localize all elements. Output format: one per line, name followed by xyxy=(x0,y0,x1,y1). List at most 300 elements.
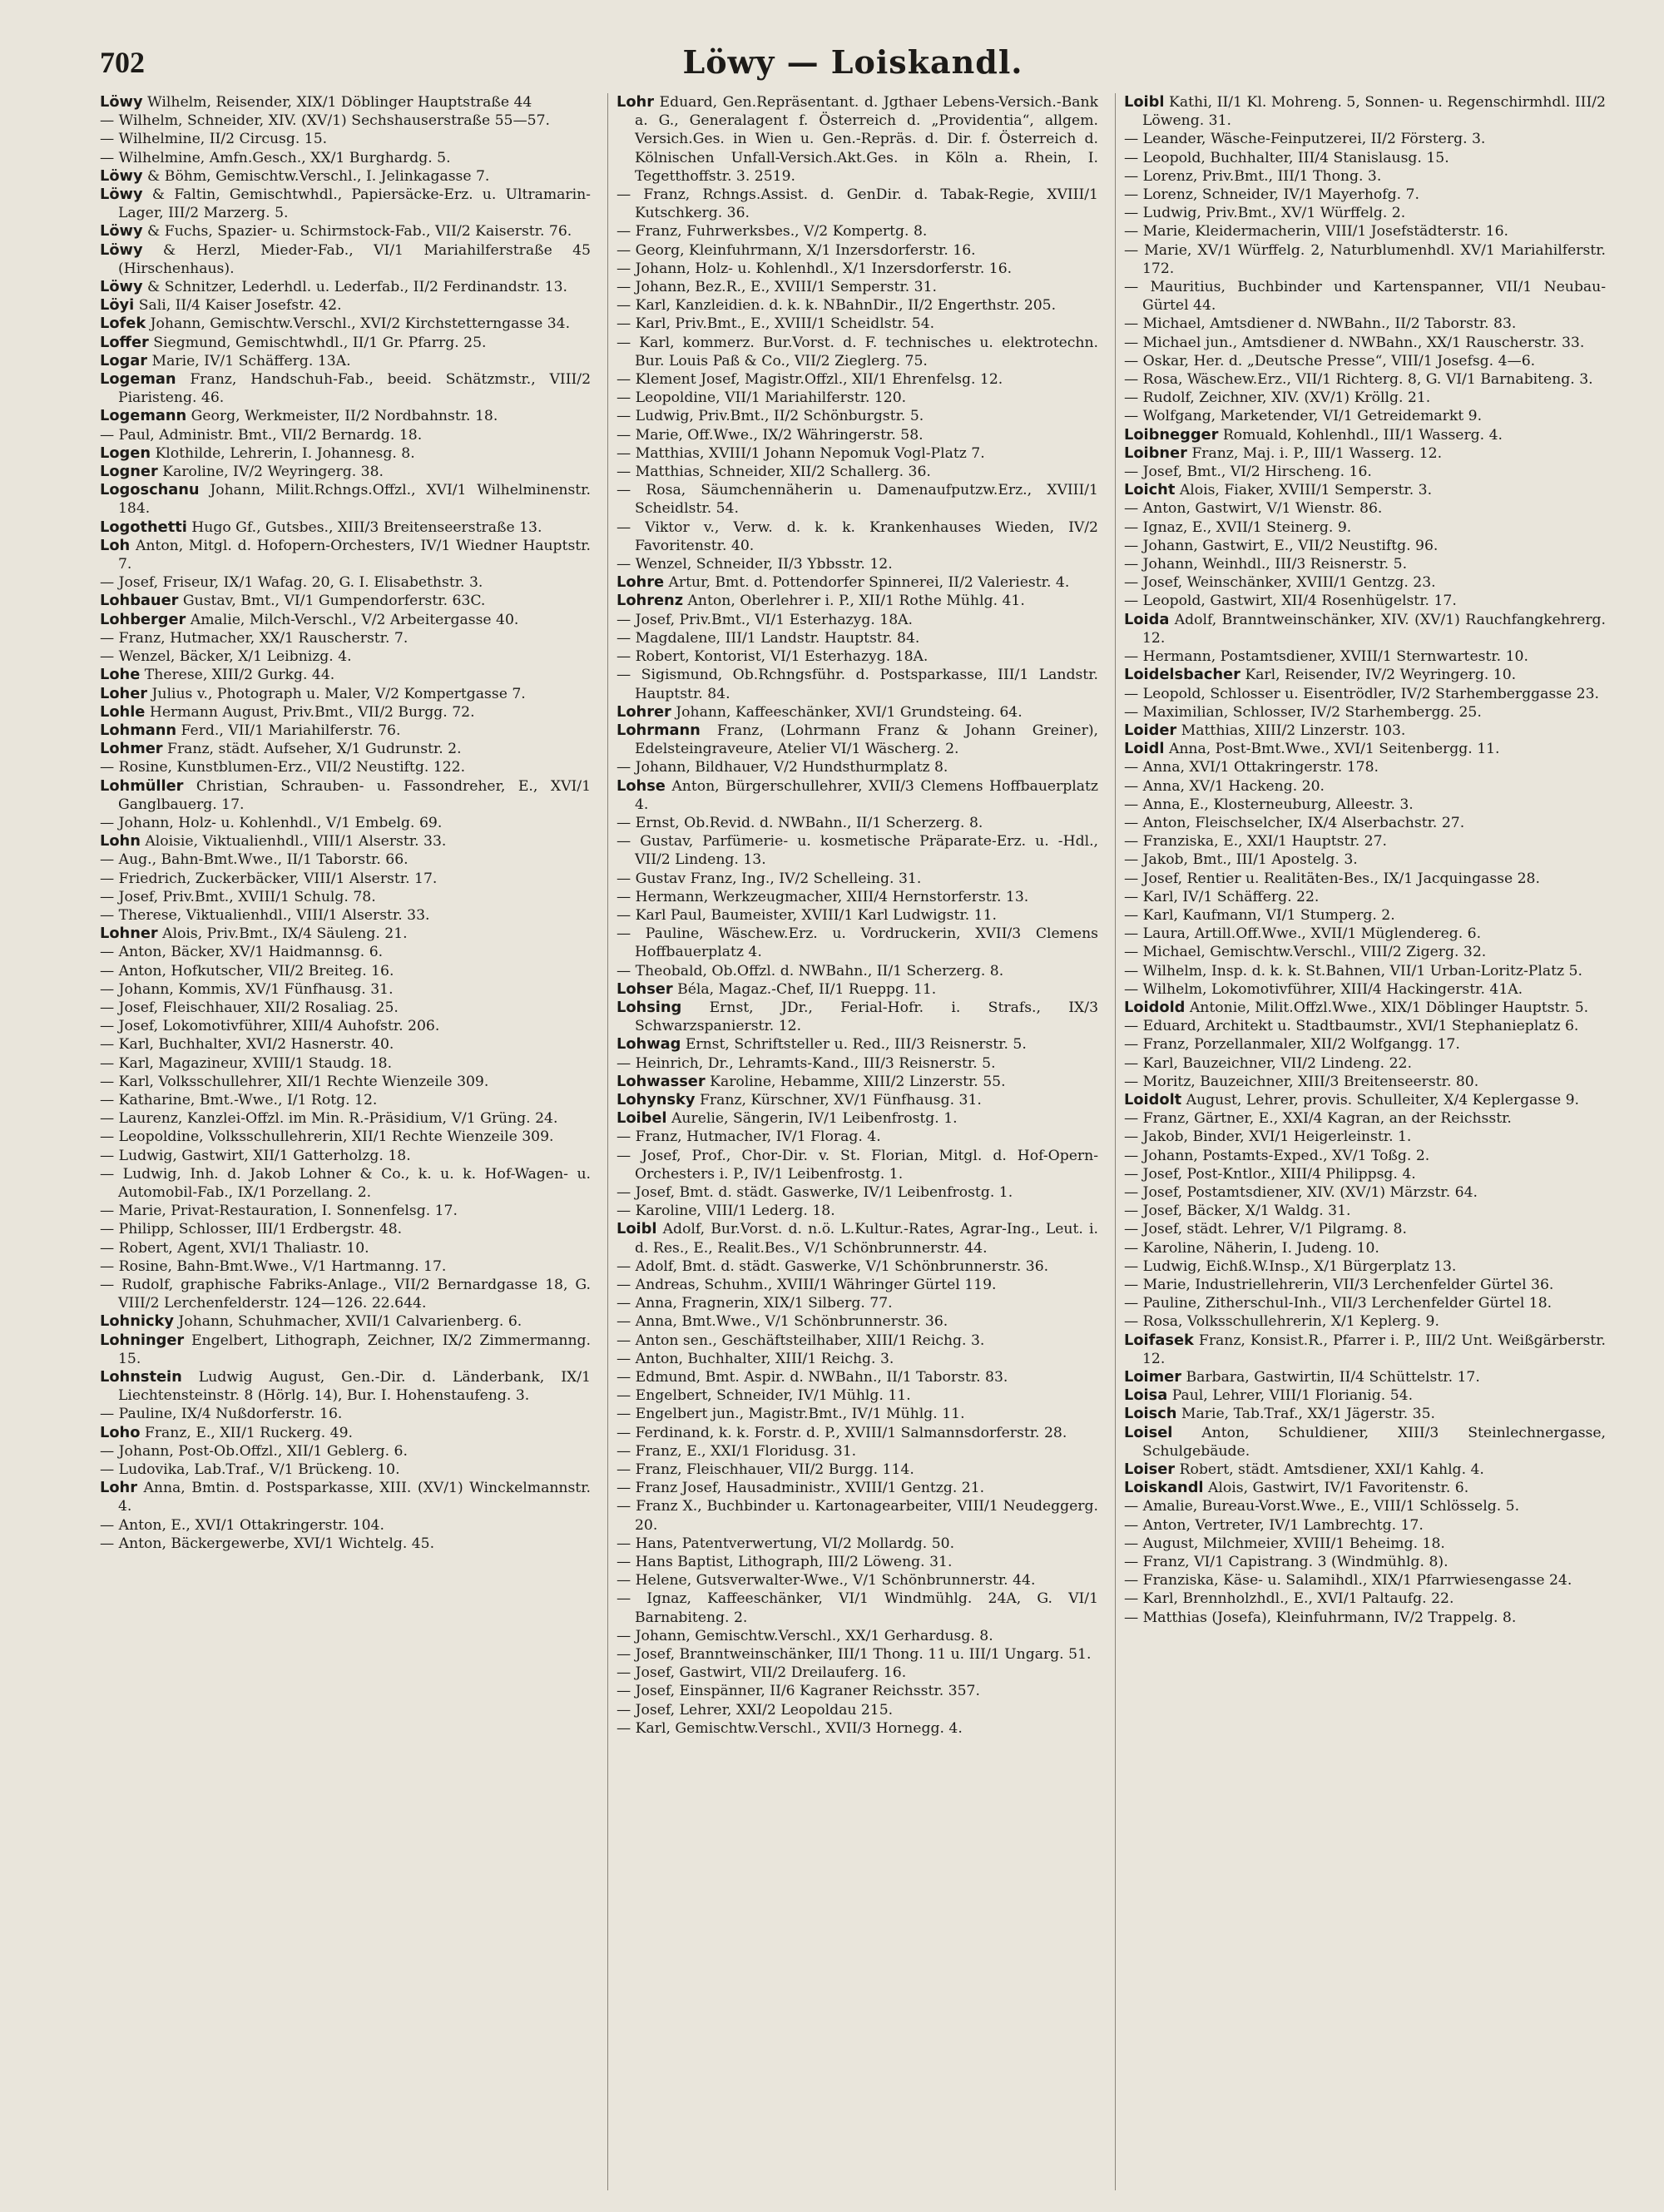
entry-details: — Matthias, XVIII/1 Johann Nepomuk Vogl-Platz 7. xyxy=(617,444,985,462)
directory-entry xyxy=(617,1664,1098,1682)
entry-details: — Karl, Priv.Bmt., E., XVIII/1 Scheidlstr. 54. xyxy=(617,315,935,333)
entry-surname: Loisa xyxy=(1124,1386,1168,1405)
directory-entry xyxy=(1124,758,1606,776)
entry-details: Aloisie, Viktualienhdl., VIII/1 Alserstr. 33. xyxy=(145,833,447,851)
entry-details: — Katharine, Bmt.-Wwe., I/1 Rotg. 12. xyxy=(100,1091,378,1108)
entry-surname: Loiser xyxy=(1124,1461,1176,1479)
entry-details: — Johann, Post-Ob.Offzl., XII/1 Geblerg. 6. xyxy=(100,1442,408,1460)
entry-details: Amalie, Milch-Verschl., V/2 Arbeitergasse 40. xyxy=(190,611,519,628)
entry-details: — Franz, Porzellanmaler, XII/2 Wolfgangg. 17. xyxy=(1124,1036,1460,1054)
entry-details: — Anna, XV/1 Hackeng. 20. xyxy=(1124,777,1325,795)
column-left xyxy=(100,93,591,2190)
entry-details: — Michael jun., Amtsdiener d. NWBahn., XX/1 Rauscherstr. 33. xyxy=(1124,334,1585,351)
directory-entry xyxy=(100,888,591,906)
entry-details: — Wilhelmine, Amfn.Gesch., XX/1 Burghardg. 5. xyxy=(100,149,451,166)
directory-entry xyxy=(100,611,591,629)
entry-details: — Edmund, Bmt. Aspir. d. NWBahn., II/1 Taborstr. 83. xyxy=(617,1369,1008,1386)
entry-details: — Wolfgang, Marketender, VI/1 Getreidemarkt 9. xyxy=(1124,408,1483,425)
directory-entry xyxy=(100,666,591,684)
entry-details: Ernst, JDr., Ferial-Hofr. i. Strafs., IX/3 Schwarzspanierstr. 12. xyxy=(635,999,1098,1035)
entry-details: — Philipp, Schlosser, III/1 Erdbergstr. 48. xyxy=(100,1221,403,1238)
entry-details: — Lorenz, Schneider, IV/1 Mayerhofg. 7. xyxy=(1124,186,1419,204)
entry-details: Franz, E., XII/1 Ruckerg. 49. xyxy=(144,1424,353,1441)
entry-surname: Lohynsky xyxy=(617,1090,696,1108)
directory-entry xyxy=(1124,573,1606,592)
entry-details: — Robert, Agent, XVI/1 Thaliastr. 10. xyxy=(100,1239,369,1257)
entry-details: — Karl Paul, Baumeister, XVIII/1 Karl Ludwigstr. 11. xyxy=(617,906,997,924)
directory-entry xyxy=(617,666,1098,702)
entry-details: — Ludwig, Eichß.W.Insp., X/1 Bürgerplatz 13. xyxy=(1124,1257,1457,1275)
entry-details: — Maximilian, Schlosser, IV/2 Starhembergg. 25. xyxy=(1124,703,1482,721)
directory-entry xyxy=(1124,167,1606,186)
directory-entry xyxy=(100,315,591,333)
entry-details: — Anton, Vertreter, IV/1 Lambrechtg. 17. xyxy=(1124,1516,1424,1534)
directory-entry xyxy=(617,260,1098,278)
entry-details: Klothilde, Lehrerin, I. Johannesg. 8. xyxy=(155,444,415,462)
entry-details: — Anton, Bäckergewerbe, XVI/1 Wichtelg. 45. xyxy=(100,1535,435,1552)
entry-details: — Matthias, Schneider, XII/2 Schallerg. 36. xyxy=(617,464,931,481)
entry-details: Alois, Priv.Bmt., IX/4 Säuleng. 21. xyxy=(162,925,408,943)
directory-entry xyxy=(617,611,1098,629)
directory-entry xyxy=(1124,1332,1606,1368)
directory-entry xyxy=(1124,93,1606,130)
entry-details: — Georg, Kleinfuhrmann, X/1 Inzersdorferstr. 16. xyxy=(617,241,976,259)
entry-surname: Loida xyxy=(1124,610,1170,628)
entry-details: Christian, Schrauben- u. Fassondreher, E., XVI/1 Ganglbauerg. 17. xyxy=(118,777,591,813)
entry-details: & Böhm, Gemischtw.Verschl., I. Jelinkagasse 7. xyxy=(147,167,490,185)
entry-surname: Lohberger xyxy=(100,610,186,628)
directory-entry xyxy=(1124,722,1606,740)
entry-details: Alois, Fiaker, XVIII/1 Semperstr. 3. xyxy=(1179,482,1433,499)
directory-entry xyxy=(100,962,591,980)
entry-details: — Hans, Patentverwertung, VI/2 Mollardg. 50. xyxy=(617,1535,955,1552)
directory-entry xyxy=(100,685,591,703)
directory-entry xyxy=(100,537,591,573)
directory-entry xyxy=(1124,796,1606,814)
entry-details: — Franz, Gärtner, E., XXI/4 Kagran, an der Reichsstr. xyxy=(1124,1110,1512,1128)
entry-surname: Logner xyxy=(100,463,158,481)
directory-entry xyxy=(100,758,591,776)
directory-entry xyxy=(617,1220,1098,1257)
directory-entry xyxy=(617,888,1098,906)
entry-surname: Löwy xyxy=(100,166,143,185)
entry-details: — Johann, Gastwirt, E., VII/2 Neustiftg. 96. xyxy=(1124,537,1439,554)
directory-entry xyxy=(617,241,1098,260)
directory-entry xyxy=(100,481,591,518)
directory-entry xyxy=(617,1350,1098,1368)
entry-details: Alois, Gastwirt, IV/1 Favoritenstr. 6. xyxy=(1208,1480,1469,1497)
directory-entry xyxy=(617,1035,1098,1054)
directory-entry xyxy=(100,722,591,740)
directory-entry xyxy=(617,1312,1098,1331)
directory-entry xyxy=(1124,1035,1606,1054)
directory-entry xyxy=(100,1276,591,1312)
directory-entry xyxy=(100,444,591,463)
directory-entry xyxy=(1124,334,1606,352)
entry-details: — Friedrich, Zuckerbäcker, VIII/1 Alserstr. 17. xyxy=(100,870,438,887)
page-header xyxy=(100,40,1606,90)
entry-details: Karoline, IV/2 Weyringerg. 38. xyxy=(162,464,384,481)
directory-entry xyxy=(1124,1128,1606,1146)
directory-entry xyxy=(100,777,591,814)
directory-entry xyxy=(617,573,1098,592)
entry-surname: Lohse xyxy=(617,776,666,795)
entry-surname: Logothetti xyxy=(100,518,187,536)
directory-entry xyxy=(617,1128,1098,1146)
entry-details: Franz, Kürschner, XV/1 Fünfhausg. 31. xyxy=(699,1091,982,1108)
entry-details: — Ludwig, Priv.Bmt., XV/1 Würffelg. 2. xyxy=(1124,205,1406,222)
entry-details: — Franziska, Käse- u. Salamihdl., XIX/1 Pfarrwiesengasse 24. xyxy=(1124,1572,1572,1590)
directory-entry xyxy=(1124,1147,1606,1165)
directory-entry xyxy=(1124,592,1606,610)
entry-surname: Lohwasser xyxy=(617,1072,706,1090)
directory-entry xyxy=(1124,1220,1606,1238)
directory-entry xyxy=(617,814,1098,832)
directory-entry xyxy=(100,1332,591,1368)
entry-details: Anton, Mitgl. d. Hofopern-Orchesters, IV/1 Wiedner Hauptstr. 7. xyxy=(118,537,591,573)
entry-details: — Jakob, Bmt., III/1 Apostelg. 3. xyxy=(1124,851,1358,869)
entry-details: — Franz, E., XXI/1 Floridusg. 31. xyxy=(617,1442,857,1460)
entry-details: — Anna, Fragnerin, XIX/1 Silberg. 77. xyxy=(617,1295,893,1312)
directory-columns xyxy=(100,93,1606,2190)
directory-entry xyxy=(100,592,591,610)
directory-entry xyxy=(100,925,591,943)
directory-entry xyxy=(617,186,1098,222)
directory-entry xyxy=(1124,888,1606,906)
directory-entry xyxy=(100,296,591,315)
entry-surname: Lohsing xyxy=(617,998,682,1016)
running-title: Löwy — Loiskandl. xyxy=(682,43,1023,81)
directory-entry xyxy=(617,389,1098,407)
directory-entry xyxy=(1124,518,1606,537)
directory-entry xyxy=(100,1091,591,1109)
directory-entry xyxy=(617,999,1098,1035)
entry-details: — Marie, Kleidermacherin, VIII/1 Josefstädterstr. 16. xyxy=(1124,223,1508,241)
entry-details: Eduard, Gen.Repräsentant. d. Jgthaer Lebens-Versich.-Bank a. G., Generalagent f. Österreich d. „Providentia“, allgem. Versich.Ges. in Wien u. Gen.-Repräs. d. Dir. f. Österreich d. Kölnischen Unfall-Versich.Akt.Ges. in Köln a. Rhein, I. Tegetthoffstr. 3. 2519. xyxy=(635,94,1098,185)
directory-entry xyxy=(617,444,1098,463)
entry-details: — Josef, Priv.Bmt., VI/1 Esterhazyg. 18A. xyxy=(617,611,914,628)
entry-details: — Magdalene, III/1 Landstr. Hauptstr. 84. xyxy=(617,629,920,647)
directory-entry xyxy=(617,1627,1098,1645)
entry-details: Johann, Gemischtw.Verschl., XVI/2 Kirchstetterngasse 34. xyxy=(150,315,571,333)
directory-entry xyxy=(100,1073,591,1091)
entry-details: — Ignaz, Kaffeeschänker, VI/1 Windmühlg. 24A, G. VI/1 Barnabiteng. 2. xyxy=(617,1590,1098,1626)
entry-details: Artur, Bmt. d. Pottendorfer Spinnerei, II/2 Valeriestr. 4. xyxy=(668,574,1070,592)
directory-entry xyxy=(1124,1368,1606,1386)
entry-details: — Franz, Hutmacher, IV/1 Florag. 4. xyxy=(617,1128,881,1146)
entry-details: — Anton, Gastwirt, V/1 Wienstr. 86. xyxy=(1124,500,1383,518)
directory-entry xyxy=(1124,1091,1606,1109)
directory-entry xyxy=(617,1701,1098,1719)
entry-surname: Loisel xyxy=(1124,1423,1173,1441)
entry-details: — Josef, Bmt., VI/2 Hirscheng. 16. xyxy=(1124,464,1372,481)
entry-surname: Löwy xyxy=(100,222,143,241)
entry-details: — Johann, Kommis, XV/1 Fünfhausg. 31. xyxy=(100,980,394,998)
entry-details: — Karl, Gemischtw.Verschl., XVII/3 Hornegg. 4. xyxy=(617,1719,963,1737)
directory-entry xyxy=(100,426,591,444)
directory-entry xyxy=(617,722,1098,758)
entry-surname: Lohn xyxy=(100,832,141,851)
directory-entry xyxy=(100,1257,591,1276)
directory-entry xyxy=(100,870,591,888)
entry-surname: Lohnstein xyxy=(100,1368,182,1386)
directory-entry xyxy=(100,1461,591,1479)
entry-details: Anton, Schuldiener, XIII/3 Steinlechnergasse, Schulgebäude. xyxy=(1142,1424,1606,1460)
directory-entry xyxy=(1124,1479,1606,1497)
directory-entry xyxy=(1124,1590,1606,1608)
directory-entry xyxy=(617,1461,1098,1479)
entry-surname: Löwy xyxy=(100,241,143,259)
directory-entry xyxy=(1124,1312,1606,1331)
entry-details: — Wilhelm, Lokomotivführer, XIII/4 Hackingerstr. 41A. xyxy=(1124,980,1523,998)
entry-surname: Lohrenz xyxy=(617,592,684,610)
entry-details: — Karl, Kanzleidien. d. k. k. NBahnDir., II/2 Engerthstr. 205. xyxy=(617,297,1057,315)
directory-entry xyxy=(100,999,591,1017)
entry-details: — Eduard, Architekt u. Stadtbaumstr., XVI/1 Stephanieplatz 6. xyxy=(1124,1018,1579,1035)
directory-entry xyxy=(617,629,1098,647)
entry-details: — Johann, Weinhdl., III/3 Reisnerstr. 5. xyxy=(1124,556,1408,573)
directory-entry xyxy=(617,1257,1098,1276)
directory-entry xyxy=(100,1312,591,1331)
entry-details: — Anton, Fleischselcher, IX/4 Alserbachstr. 27. xyxy=(1124,814,1465,831)
entry-details: — Anton, Bäcker, XV/1 Haidmannsg. 6. xyxy=(100,944,384,961)
directory-entry xyxy=(100,1202,591,1220)
directory-entry xyxy=(100,93,591,112)
entry-details: — Mauritius, Buchbinder und Kartenspanner, VII/1 Neubau-Gürtel 44. xyxy=(1124,279,1606,315)
entry-surname: Loisch xyxy=(1124,1405,1177,1423)
entry-surname: Loidelsbacher xyxy=(1124,666,1241,684)
directory-entry xyxy=(100,407,591,425)
entry-details: Ernst, Schriftsteller u. Red., III/3 Reisnerstr. 5. xyxy=(685,1036,1027,1054)
entry-details: — Rosine, Kunstblumen-Erz., VII/2 Neustiftg. 122. xyxy=(100,759,466,776)
directory-entry xyxy=(617,1719,1098,1738)
entry-details: — Marie, Privat-Restauration, I. Sonnenfelsg. 17. xyxy=(100,1203,458,1220)
directory-entry xyxy=(1124,925,1606,943)
directory-entry xyxy=(100,186,591,222)
entry-surname: Lohr xyxy=(617,93,654,111)
directory-entry xyxy=(1124,1294,1606,1312)
entry-details: — Josef, Rentier u. Realitäten-Bes., IX/1 Jacquingasse 28. xyxy=(1124,870,1540,887)
entry-details: — Ludovika, Lab.Traf., V/1 Brückeng. 10. xyxy=(100,1461,400,1479)
directory-entry xyxy=(1124,1257,1606,1276)
directory-entry xyxy=(617,1442,1098,1461)
directory-entry xyxy=(1124,870,1606,888)
entry-details: Paul, Lehrer, VIII/1 Florianig. 54. xyxy=(1171,1387,1414,1405)
entry-details: Kathi, II/1 Kl. Mohreng. 5, Sonnen- u. Regenschirmhdl. III/2 Löweng. 31. xyxy=(1142,94,1606,130)
entry-details: — Klement Josef, Magistr.Offzl., XII/1 Ehrenfelsg. 12. xyxy=(617,371,1003,389)
directory-entry xyxy=(1124,1183,1606,1202)
entry-details: — Josef, Lehrer, XXI/2 Leopoldau 215. xyxy=(617,1701,894,1719)
directory-entry xyxy=(617,1368,1098,1386)
entry-details: — Franz X., Buchbinder u. Kartonagearbeiter, VIII/1 Neudeggerg. 20. xyxy=(617,1498,1098,1534)
directory-entry xyxy=(1124,407,1606,425)
directory-entry xyxy=(100,1535,591,1553)
directory-entry xyxy=(100,1239,591,1257)
entry-details: — Josef, Prof., Chor-Dir. v. St. Florian, Mitgl. d. Hof-Opern-Orchesters i. P., IV/1 Leibenfrostg. 1. xyxy=(617,1147,1098,1183)
directory-entry xyxy=(1124,278,1606,315)
directory-entry xyxy=(1124,1516,1606,1535)
entry-details: — Josef, städt. Lehrer, V/1 Pilgramg. 8. xyxy=(1124,1221,1407,1238)
entry-details: — Karl, Brennholzhdl., E., XVI/1 Paltaufg. 22. xyxy=(1124,1590,1454,1608)
entry-details: Adolf, Bur.Vorst. d. n.ö. L.Kultur.-Rates, Agrar-Ing., Leut. i. d. Res., E., Realit.Bes., V/1 Schönbrunnerstr. 44. xyxy=(635,1221,1098,1257)
directory-entry xyxy=(1124,1276,1606,1294)
directory-entry xyxy=(1124,186,1606,204)
directory-entry xyxy=(617,93,1098,186)
entry-surname: Lohle xyxy=(100,702,146,721)
entry-surname: Lohmann xyxy=(100,721,177,739)
entry-details: — Michael, Gemischtw.Verschl., VIII/2 Zigerg. 32. xyxy=(1124,944,1487,961)
directory-entry xyxy=(617,370,1098,389)
directory-entry xyxy=(617,222,1098,241)
directory-entry xyxy=(1124,555,1606,573)
entry-surname: Logemann xyxy=(100,407,187,425)
entry-details: — Karl, Magazineur, XVIII/1 Staudg. 18. xyxy=(100,1054,393,1072)
entry-details: — Wilhelmine, II/2 Circusg. 15. xyxy=(100,131,328,148)
entry-details: — Michael, Amtsdiener d. NWBahn., II/2 Taborstr. 83. xyxy=(1124,315,1517,333)
directory-entry xyxy=(617,1682,1098,1700)
directory-entry xyxy=(617,296,1098,315)
directory-entry xyxy=(1124,463,1606,481)
entry-details: Engelbert, Lithograph, Zeichner, IX/2 Zimmermanng. 15. xyxy=(118,1332,591,1367)
entry-surname: Lohe xyxy=(100,666,141,684)
entry-details: — Ignaz, E., XVII/1 Steinerg. 9. xyxy=(1124,518,1352,536)
directory-entry xyxy=(617,647,1098,666)
entry-surname: Lohre xyxy=(617,573,665,592)
directory-entry xyxy=(100,352,591,370)
entry-surname: Loidolt xyxy=(1124,1090,1182,1108)
entry-details: Matthias, XIII/2 Linzerstr. 103. xyxy=(1181,722,1406,739)
directory-entry xyxy=(1124,130,1606,148)
directory-entry xyxy=(617,906,1098,925)
directory-entry xyxy=(1124,1424,1606,1461)
entry-surname: Loicht xyxy=(1124,481,1176,499)
entry-surname: Lohninger xyxy=(100,1331,185,1349)
directory-entry xyxy=(100,463,591,481)
directory-entry xyxy=(1124,1239,1606,1257)
directory-entry xyxy=(1124,499,1606,518)
directory-entry xyxy=(617,1405,1098,1423)
entry-details: — Laura, Artill.Off.Wwe., XVII/1 Müglendereg. 6. xyxy=(1124,925,1482,943)
directory-entry xyxy=(1124,241,1606,278)
entry-details: — Gustav, Parfümerie- u. kosmetische Präparate-Erz. u. -Hdl., VII/2 Lindeng. 13. xyxy=(617,833,1098,869)
entry-details: — Pauline, IX/4 Nußdorferstr. 16. xyxy=(100,1406,343,1423)
entry-details: — Johann, Holz- u. Kohlenhdl., V/1 Embelg. 69. xyxy=(100,814,443,831)
directory-entry xyxy=(100,1035,591,1054)
directory-entry xyxy=(1124,906,1606,925)
directory-entry xyxy=(100,334,591,352)
directory-entry xyxy=(1124,315,1606,333)
directory-entry xyxy=(1124,1535,1606,1553)
entry-details: — Josef, Lokomotivführer, XIII/4 Auhofstr. 206. xyxy=(100,1018,440,1035)
directory-entry xyxy=(100,167,591,186)
entry-details: — Karl, Bauzeichner, VII/2 Lindeng. 22. xyxy=(1124,1054,1412,1072)
entry-details: & Herzl, Mieder-Fab., VI/1 Mariahilferstraße 45 (Hirschenhaus). xyxy=(118,241,591,277)
entry-details: — Anna, XVI/1 Ottakringerstr. 178. xyxy=(1124,759,1379,776)
entry-details: — Karl, IV/1 Schäfferg. 22. xyxy=(1124,888,1320,905)
directory-entry xyxy=(617,278,1098,296)
directory-entry xyxy=(100,647,591,666)
entry-surname: Loher xyxy=(100,684,148,702)
directory-entry xyxy=(1124,943,1606,961)
entry-details: — August, Milchmeier, XVIII/1 Beheimg. 18. xyxy=(1124,1535,1445,1552)
entry-details: — Gustav Franz, Ing., IV/2 Schelleing. 31. xyxy=(617,870,922,887)
entry-details: Franz, (Lohrmann Franz & Johann Greiner), Edelsteingraveure, Atelier VI/1 Wäscherg. 2. xyxy=(635,722,1098,758)
entry-details: — Franz, Fuhrwerksbes., V/2 Kompertg. 8. xyxy=(617,223,928,241)
entry-details: — Johann, Gemischtw.Verschl., XX/1 Gerhardusg. 8. xyxy=(617,1627,993,1644)
entry-details: Johann, Kaffeeschänker, XVI/1 Grundsteing. 64. xyxy=(676,703,1023,721)
directory-entry xyxy=(617,1424,1098,1442)
entry-details: — Wenzel, Bäcker, X/1 Leibnizg. 4. xyxy=(100,648,352,666)
entry-surname: Logen xyxy=(100,444,151,462)
entry-details: Aurelie, Sängerin, IV/1 Leibenfrostg. 1. xyxy=(671,1110,958,1128)
entry-details: — Josef, Bmt. d. städt. Gaswerke, IV/1 Leibenfrostg. 1. xyxy=(617,1183,1013,1201)
directory-entry xyxy=(617,518,1098,555)
entry-details: — Josef, Priv.Bmt., XVIII/1 Schulg. 78. xyxy=(100,888,376,905)
column-middle xyxy=(607,93,1098,2190)
entry-details: Béla, Magaz.-Chef, II/1 Rueppg. 11. xyxy=(677,980,937,998)
directory-entry xyxy=(617,555,1098,573)
entry-details: — Anton, Hofkutscher, VII/2 Breiteg. 16. xyxy=(100,962,394,980)
entry-details: — Franz, Fleischhauer, VII/2 Burgg. 114. xyxy=(617,1461,914,1479)
directory-entry xyxy=(100,1128,591,1146)
directory-entry xyxy=(1124,1109,1606,1128)
entry-details: — Rosa, Wäschew.Erz., VII/1 Richterg. 8, G. VI/1 Barnabiteng. 3. xyxy=(1124,371,1593,389)
entry-details: — Josef, Fleischhauer, XII/2 Rosaliag. 25. xyxy=(100,999,399,1016)
directory-entry xyxy=(617,980,1098,999)
directory-entry xyxy=(617,407,1098,425)
entry-surname: Löwy xyxy=(100,278,143,296)
entry-details: Barbara, Gastwirtin, II/4 Schüttelstr. 17. xyxy=(1186,1369,1480,1386)
directory-entry xyxy=(1124,777,1606,796)
entry-surname: Loidl xyxy=(1124,740,1165,758)
entry-details: — Leopold, Schlosser u. Eisentrödler, IV/2 Starhemberggasse 23. xyxy=(1124,685,1599,702)
directory-entry xyxy=(617,758,1098,776)
entry-details: — Karl, Volksschullehrer, XII/1 Rechte Wienzeile 309. xyxy=(100,1073,489,1090)
entry-details: — Amalie, Bureau-Vorst.Wwe., E., VIII/1 Schlösselg. 5. xyxy=(1124,1498,1520,1515)
entry-details: — Johann, Holz- u. Kohlenhdl., X/1 Inzersdorferstr. 16. xyxy=(617,260,1013,277)
directory-entry xyxy=(1124,537,1606,555)
entry-details: — Marie, Off.Wwe., IX/2 Währingerstr. 58. xyxy=(617,426,924,444)
entry-surname: Lohmüller xyxy=(100,776,184,795)
entry-details: — Wilhelm, Schneider, XIV. (XV/1) Sechshauserstraße 55—57. xyxy=(100,112,550,130)
entry-details: — Karl, Buchhalter, XVI/2 Hasnerstr. 40. xyxy=(100,1036,394,1054)
entry-surname: Loibnegger xyxy=(1124,425,1219,444)
entry-details: Therese, XIII/2 Gurkg. 44. xyxy=(144,667,335,684)
entry-details: Julius v., Photograph u. Maler, V/2 Kompertgasse 7. xyxy=(151,685,526,702)
entry-details: Anna, Bmtin. d. Postsparkasse, XIII. (XV/1) Winckelmannstr. 4. xyxy=(118,1480,591,1515)
entry-details: — Ferdinand, k. k. Forstr. d. P., XVIII/1 Salmannsdorferstr. 28. xyxy=(617,1424,1067,1441)
directory-entry xyxy=(617,1332,1098,1350)
directory-entry xyxy=(617,315,1098,333)
entry-surname: Loibl xyxy=(617,1220,657,1238)
directory-entry xyxy=(100,1516,591,1535)
entry-details: — Johann, Postamts-Exped., XV/1 Toßg. 2. xyxy=(1124,1147,1430,1164)
entry-details: — Karoline, VIII/1 Lederg. 18. xyxy=(617,1203,835,1220)
directory-entry xyxy=(1124,685,1606,703)
directory-entry xyxy=(617,1553,1098,1571)
directory-entry xyxy=(100,703,591,722)
directory-entry xyxy=(100,832,591,851)
directory-entry xyxy=(100,1405,591,1423)
entry-details: — Jakob, Binder, XVI/1 Heigerleinstr. 1. xyxy=(1124,1128,1412,1146)
directory-entry xyxy=(1124,703,1606,722)
entry-surname: Lofek xyxy=(100,315,146,333)
directory-entry xyxy=(617,1294,1098,1312)
entry-details: Adolf, Branntweinschänker, XIV. (XV/1) Rauchfangkehrerg. 12. xyxy=(1142,611,1606,647)
entry-details: — Pauline, Wäschew.Erz. u. Vordruckerin, XVII/3 Clemens Hoffbauerplatz 4. xyxy=(617,925,1098,961)
directory-entry xyxy=(100,241,591,278)
entry-details: — Rudolf, graphische Fabriks-Anlage., VII/2 Bernardgasse 18, G. VIII/2 Lerchenfelderstr. 124—126. 22.644. xyxy=(100,1277,591,1312)
